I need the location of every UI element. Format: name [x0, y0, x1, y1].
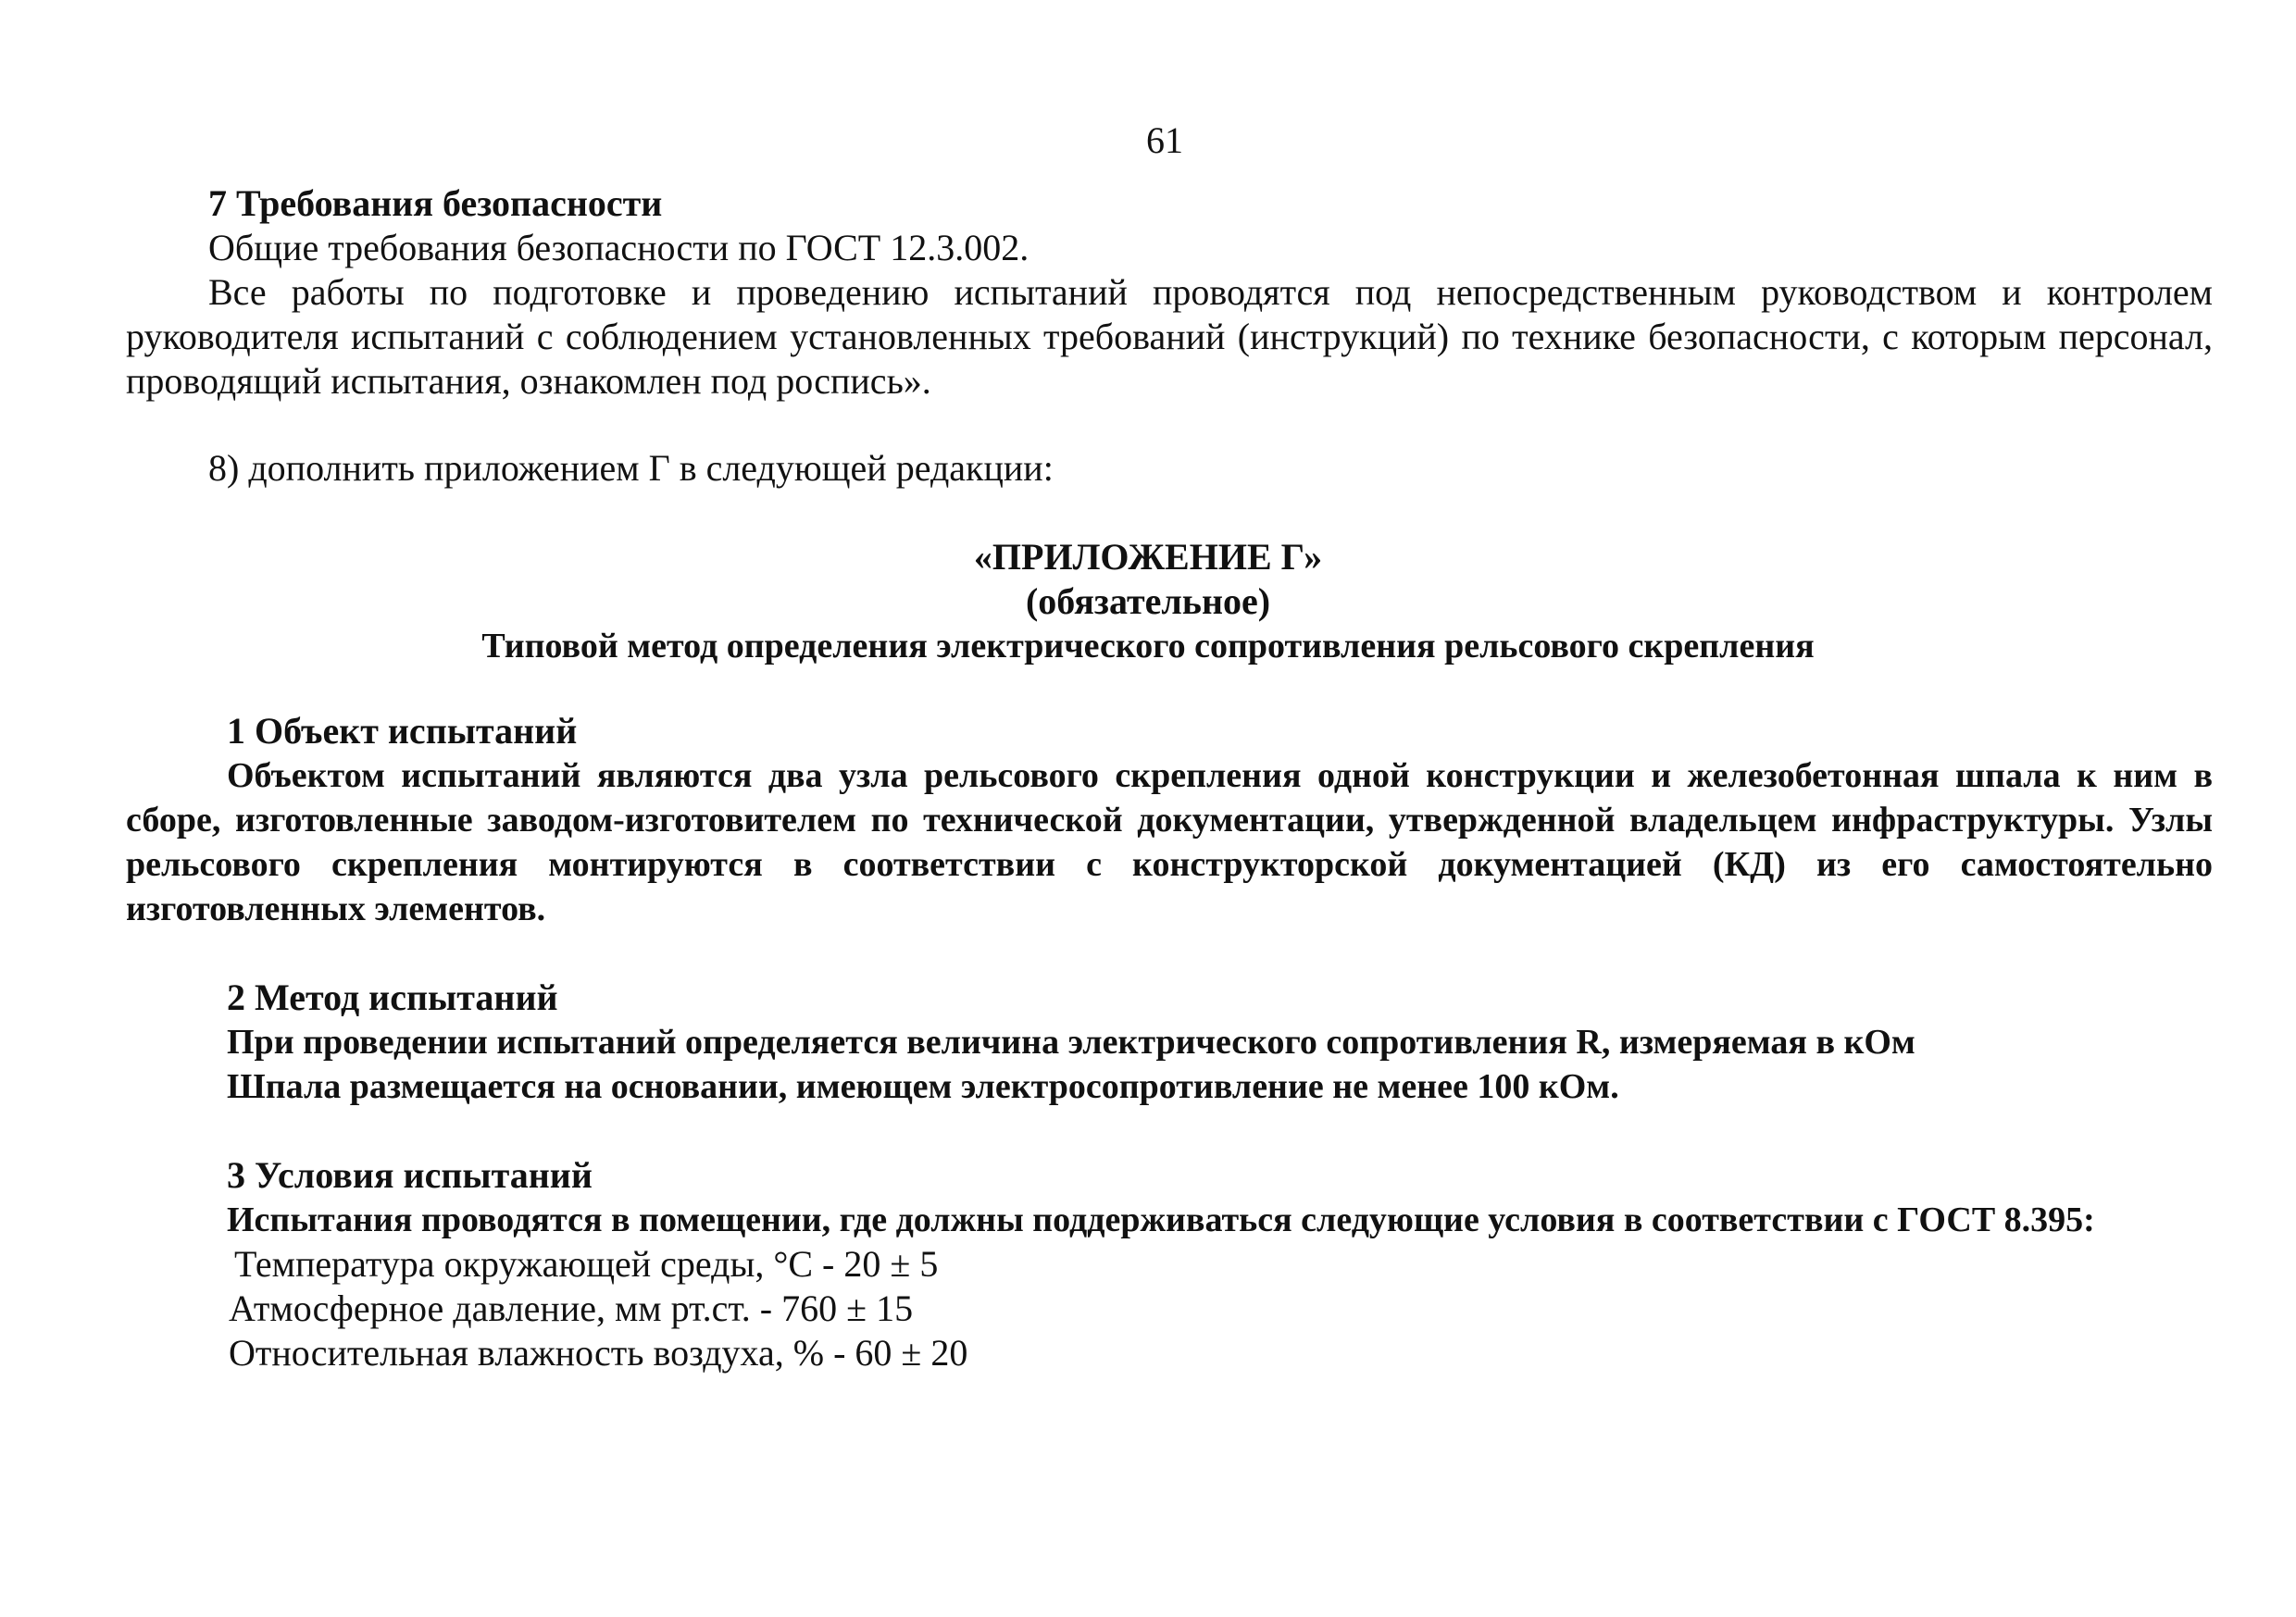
section-1-heading: 1 Объект испытаний: [227, 710, 578, 752]
section-7-line: Общие требования безопасности по ГОСТ 12.3.002.: [208, 227, 1029, 268]
section-3-line-1: Испытания проводятся в помещении, где должны поддерживаться следующие условия в соответствии с ГОСТ 8.395:: [227, 1200, 2095, 1239]
section-2-line-2: Шпала размещается на основании, имеющем электросопротивление не менее 100 кОм.: [227, 1067, 1619, 1106]
section-2-line-1: При проведении испытаний определяется величина электрического сопротивления R, измеряемая в кОм: [227, 1023, 1915, 1062]
section-7-paragraph: Все работы по подготовке и проведению испытаний проводятся под непосредственным руководством и контролем руководителя испытаний с соблюдением установленных требований (инструкций) по технике безопасности, с которым персонал, проводящий испытания, ознакомлен под роспись».: [126, 271, 2213, 402]
section-2-heading: 2 Метод испытаний: [227, 976, 558, 1018]
section-3-pressure: Атмосферное давление, мм рт.ст. - 760 ± 15: [229, 1287, 914, 1329]
section-7-heading: 7 Требования безопасности: [208, 182, 663, 224]
item-8-text: 8) дополнить приложением Г в следующей редакции:: [208, 447, 1054, 489]
section-3-temperature: Температура окружающей среды, °С - 20 ± 5: [234, 1243, 939, 1285]
page-number: 61: [1146, 119, 1183, 161]
appendix-status: (обязательное): [1025, 580, 1271, 622]
appendix-subtitle: Типовой метод определения электрического сопротивления рельсового скрепления: [481, 627, 1815, 665]
appendix-title: «ПРИЛОЖЕНИЕ Г»: [973, 536, 1323, 578]
section-3-humidity: Относительная влажность воздуха, % - 60 ± 20: [229, 1332, 968, 1374]
section-1-paragraph: Объектом испытаний являются два узла рельсового скрепления одной конструкции и железобетонная шпала к ним в сборе, изготовленные заводом-изготовителем по технической документации, утвержденной владельцем инфраструктуры. Узлы рельсового скрепления монтируются в соответствии с конструкторской документацией (КД) из его самостоятельно изготовленных элементов.: [126, 756, 2213, 928]
section-3-heading: 3 Условия испытаний: [227, 1154, 593, 1196]
